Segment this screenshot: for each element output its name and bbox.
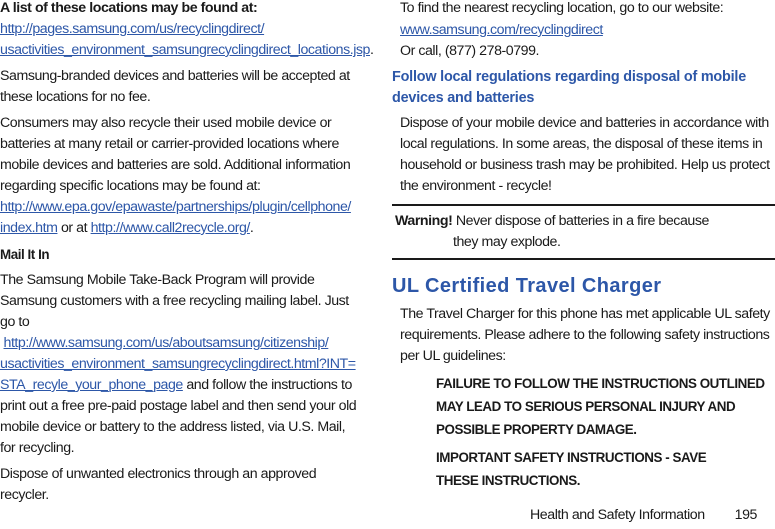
local-regulations-paragraph: Dispose of your mobile device and batteries in accordance with local regulations. In some areas, the disposal of these items in household or business trash may be prohibited. Help us protect the environment - recycle!: [400, 115, 770, 194]
warning-bottom-rule: [392, 258, 775, 260]
period: .: [370, 42, 374, 58]
locations-link[interactable]: http://pages.samsung.com/us/recyclingdirect/: [0, 21, 265, 37]
warning-box: [392, 206, 775, 258]
consumers-text: Consumers may also recycle their used mobile device or batteries at many retail or carrier-provided locations where mobile devices and batteries are sold. Additional information regarding specific locations may be found at:: [0, 115, 351, 194]
locations-link-cont[interactable]: usactivities_environment_samsungrecyclingdirect_locations.jsp: [0, 42, 370, 58]
footer-section-title: Health and Safety Information: [530, 507, 705, 523]
call-text: Or call, (877) 278-0799.: [400, 43, 540, 59]
find-nearest-text: To find the nearest recycling location, go to our website:: [400, 0, 724, 16]
mail-paragraph: [0, 270, 358, 459]
failure-warning: FAILURE TO FOLLOW THE INSTRUCTIONS OUTLINED MAY LEAD TO SERIOUS PERSONAL INJURY AND POSSIBLE PROPERTY DAMAGE.: [436, 376, 765, 437]
citizenship-link[interactable]: http://www.samsung.com/us/aboutsamsung/citizenship/: [3, 335, 329, 351]
page-number: 195: [734, 507, 757, 523]
warning-label: Warning!: [395, 213, 453, 229]
ul-heading: UL Certified Travel Charger: [392, 275, 662, 297]
ul-paragraph: The Travel Charger for this phone has met applicable UL safety requirements. Please adhere to the following safety instructions per UL guidelines:: [400, 306, 770, 364]
citizenship-link-cont[interactable]: usactivities_environment_samsungrecyclingdirect.html?INT=STA_recyle_your_phone_page: [0, 356, 356, 393]
important-instructions: IMPORTANT SAFETY INSTRUCTIONS - SAVE THESE INSTRUCTIONS.: [436, 450, 707, 488]
epa-link[interactable]: http://www.epa.gov/epawaste/partnerships/plugin/cellphone/: [0, 199, 351, 215]
recycle-link[interactable]: www.samsung.com/recyclingdirect: [400, 22, 603, 38]
period-2: .: [249, 220, 254, 236]
epa-link-cont[interactable]: index.htm: [0, 220, 58, 236]
intro-text: A list of these locations may be found at:: [0, 0, 258, 16]
left-column: [0, 0, 374, 506]
accept-paragraph: Samsung-branded devices and batteries will be accepted at these locations for no fee.: [0, 68, 350, 105]
page-footer: [530, 507, 757, 523]
mail-rest-text: and follow the instructions to print out a free pre-paid postage label and then send your old mobile device or battery to the address listed, via U.S. Mail, for recycling.: [0, 377, 357, 456]
dispose-paragraph: Dispose of unwanted electronics through an approved recycler.: [0, 466, 317, 503]
or-at-text: or at: [60, 220, 88, 236]
recycle-contact: [392, 0, 775, 62]
right-column: [392, 0, 775, 492]
warning-text: Never dispose of batteries in a fire because they may explode.: [453, 213, 709, 250]
locations-link-block: [0, 19, 374, 61]
mail-heading: Mail It In: [0, 247, 50, 262]
mail-intro-text: The Samsung Mobile Take-Back Program will provide Samsung customers with a free recycling mailing label. Just go to: [0, 272, 349, 330]
local-regulations-heading: Follow local regulations regarding disposal of mobile devices and batteries: [392, 69, 747, 106]
call2recycle-link[interactable]: http://www.call2recycle.org/: [90, 220, 250, 236]
consumers-paragraph: [0, 113, 358, 239]
